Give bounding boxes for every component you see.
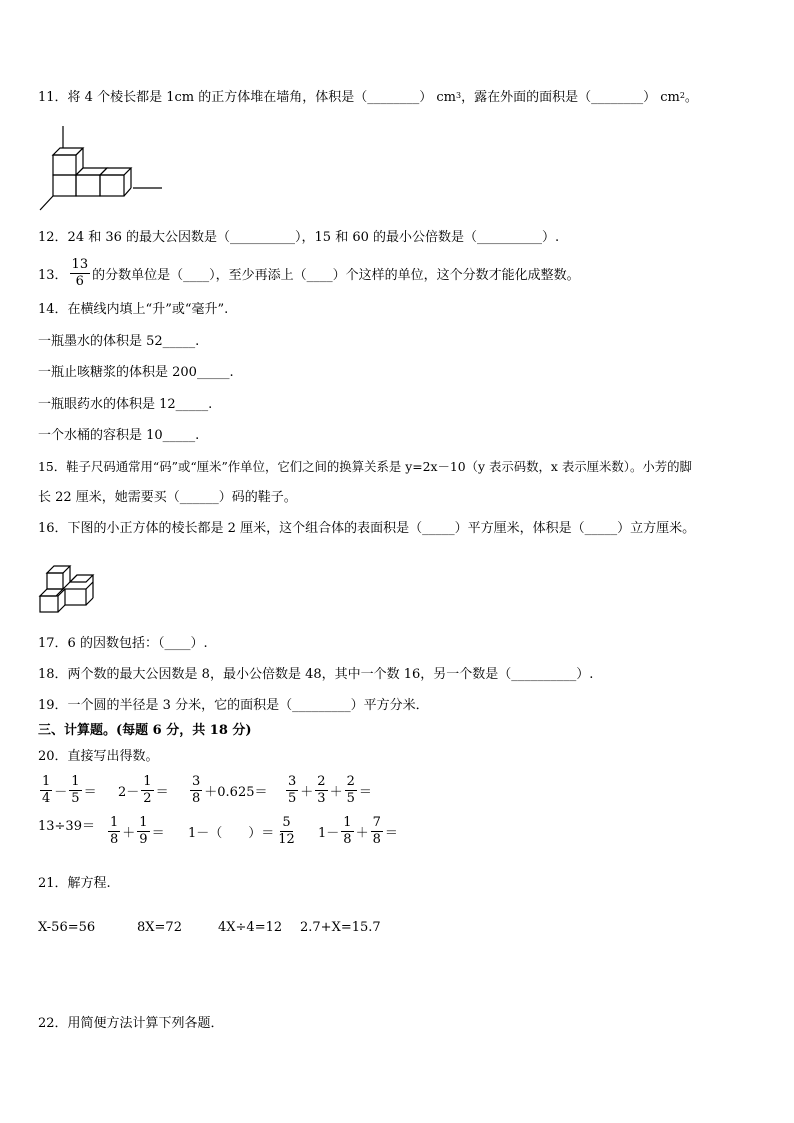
expr-13-div-39: 13÷39＝ — [38, 819, 95, 834]
question-11: 11．将 4 个棱长都是 1cm 的正方体堆在墙角，体积是（________） $cm^3$，露在外面的面积是（________） $cm^2$。 — [38, 90, 698, 105]
question-17: 17．6 的因数包括：（____）. — [38, 636, 208, 651]
question-14-title: 14．在横线内填上“升”或“毫升”. — [38, 302, 229, 317]
expr-1-4-minus-1-5: $\frac{1}{4}$ － $\frac{1}{5}$ ＝ — [42, 774, 97, 806]
equation: 4X÷4=12 — [218, 920, 283, 935]
equation: 8X=72 — [137, 920, 182, 935]
question-15-line2: 长 22 厘米，她需要买（______）码的鞋子。 — [38, 490, 297, 505]
fraction-13-6: $\frac{13}{6}$ — [71, 257, 89, 289]
expr-1-minus-blank-eq-5-12: 1－（ ）＝ $\frac{5}{12}$ — [188, 815, 295, 847]
expr-3-5-plus-2-3-plus-2-5: $\frac{3}{5}$ ＋ $\frac{2}{3}$ ＋ $\frac{2}{5}$ ＝ — [288, 774, 372, 806]
expr-3-8-plus-0625: $\frac{3}{8}$ ＋0.625＝ — [192, 774, 268, 806]
question-14-item: 一瓶眼药水的体积是 12_____. — [38, 397, 213, 412]
question-14-item: 一瓶止咳糖浆的体积是 200_____. — [38, 365, 234, 380]
corner-cubes-figure — [38, 124, 168, 216]
equation: X-56=56 — [38, 920, 96, 935]
question-13: 13． $\frac{13}{6}$ 的分数单位是（____），至少再添上（____）个这样的单位，这个分数才能化成整数。 — [38, 257, 580, 289]
question-22: 22．用简便方法计算下列各题． — [38, 1016, 224, 1031]
question-18: 18．两个数的最大公因数是 8，最小公倍数是 48，其中一个数 16，另一个数是（__________）. — [38, 667, 594, 682]
question-19: 19．一个圆的半径是 3 分米，它的面积是（_________）平方分米． — [38, 698, 429, 713]
stacked-cubes-figure — [38, 560, 98, 614]
expr-1-minus-1-8-plus-7-8: 1－ $\frac{1}{8}$ ＋ $\frac{7}{8}$ ＝ — [318, 815, 398, 847]
question-14-item: 一瓶墨水的体积是 52_____. — [38, 334, 200, 349]
question-21-title: 21．解方程. — [38, 876, 111, 891]
expr-2-minus-1-2: 2－ $\frac{1}{2}$ ＝ — [118, 774, 169, 806]
expr-1-8-plus-1-9: $\frac{1}{8}$ ＋ $\frac{1}{9}$ ＝ — [110, 815, 165, 847]
question-16: 16．下图的小正方体的棱长都是 2 厘米，这个组合体的表面积是（_____）平方厘米，体积是（_____）立方厘米。 — [38, 521, 696, 536]
question-14-item: 一个水桶的容积是 10_____. — [38, 428, 200, 443]
section-3-heading: 三、计算题。(每题 6 分，共 18 分) — [38, 723, 252, 738]
question-15-line1: 15．鞋子尺码通常用“码”或“厘米”作单位，它们之间的换算关系是 y=2x－10（y 表示码数，x 表示厘米数）。小芳的脚 — [38, 459, 692, 474]
question-20-title: 20．直接写出得数。 — [38, 749, 159, 764]
question-12: 12．24 和 36 的最大公因数是（__________），15 和 60 的最小公倍数是（__________）. — [38, 230, 560, 245]
equation: 2.7+X=15.7 — [300, 920, 381, 935]
